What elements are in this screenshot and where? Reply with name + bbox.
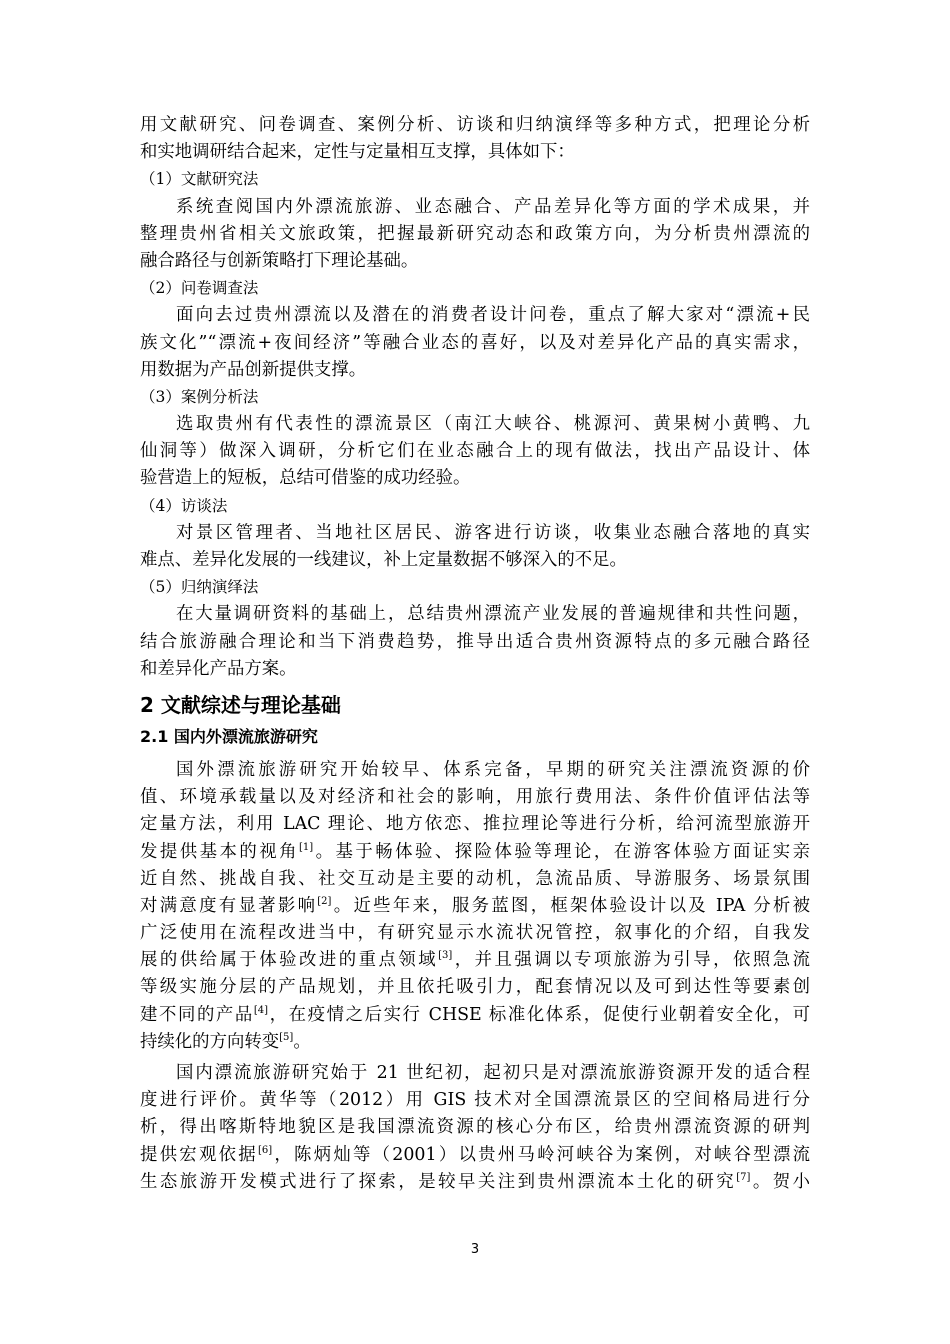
citation-2: [2] [317, 896, 332, 908]
citation-1: [1] [298, 841, 314, 853]
para1-line-10-text-b: ，在疫情之后实行 CHSE 标准化体系，促使行业朝着安全化，可 [268, 1004, 810, 1025]
para1-line-4 [140, 839, 810, 866]
para1-line-11-text-a: 持续化的方向转变 [140, 1031, 280, 1052]
para1-line-10-text-a: 建不同的产品 [140, 1004, 254, 1025]
para2-line-2: 度进行评价。黄华等（2012）用 GIS 技术对全国漂流景区的空间格局进行分 [140, 1090, 810, 1111]
para2-line-5-text-a: 生态旅游开发模式进行了探索，是较早关注到贵州漂流本土化的研究 [140, 1171, 737, 1192]
para1-line-11 [140, 1029, 810, 1056]
intro-line-2: 和实地调研结合起来，定性与定量相互支撑，具体如下： [140, 142, 575, 163]
para2-line-4-text-b: ，陈炳灿等（2001）以贵州马岭河峡谷为案例，对峡谷型漂流 [272, 1144, 810, 1165]
method-2-line-3: 用数据为产品创新提供支撑。 [140, 359, 367, 380]
para1-line-5: 近自然、挑战自我、社交互动是主要的动机，急流品质、导游服务、场景氛围 [140, 868, 810, 889]
method-1-line-1: 系统查阅国内外漂流旅游、业态融合、产品差异化等方面的学术成果，并 [176, 196, 810, 217]
method-label-1: （1）文献研究法 [140, 170, 259, 189]
para2-line-5 [140, 1169, 810, 1196]
method-label-4: （4）访谈法 [140, 496, 228, 515]
method-5-line-1: 在大量调研资料的基础上，总结贵州漂流产业发展的普遍规律和共性问题， [176, 604, 810, 625]
method-label-2: （2）问卷调查法 [140, 279, 259, 298]
para1-line-3: 定量方法，利用 LAC 理论、地方依恋、推拉理论等进行分析，给河流型旅游开 [140, 814, 810, 835]
para1-line-7: 广泛使用在流程改进当中，有研究显示水流状况管控，叙事化的介绍，自我发 [140, 923, 810, 944]
para1-line-9: 等级实施分层的产品规划，并且依托吸引力，配套情况以及可到达性等要素创 [140, 977, 810, 998]
method-1-line-3: 融合路径与创新策略打下理论基础。 [140, 250, 419, 271]
para2-line-5-text-b: 。贺小 [750, 1171, 810, 1192]
method-5-line-3: 和差异化产品方案。 [140, 658, 297, 679]
document-body [140, 112, 810, 1196]
para1-line-4-text-b: 。基于畅体验、探险体验等理论，在游客体验方面证实亲 [313, 841, 810, 862]
para1-line-2: 值、环境承载量以及对经济和社会的影响，用旅行费用法、条件价值评估法等 [140, 787, 810, 808]
citation-6: [6] [257, 1144, 273, 1156]
para2-line-4 [140, 1142, 810, 1169]
method-4-line-2: 难点、差异化发展的一线建议，补上定量数据不够深入的不足。 [140, 550, 627, 570]
para1-line-6-text-a: 对满意度有显著影响 [140, 895, 318, 916]
para2-line-4-text-a: 提供宏观依据 [140, 1144, 258, 1165]
method-2-line-1: 面向去过贵州漂流以及潜在的消费者设计问卷，重点了解大家对“漂流+民 [176, 305, 810, 326]
para1-line-8-text-a: 展的供给属于体验改进的重点领域 [140, 950, 439, 971]
method-3-line-1: 选取贵州有代表性的漂流景区（南江大峡谷、桃源河、黄果树小黄鸭、九 [176, 414, 810, 435]
para2-line-3: 析，得出喀斯特地貌区是我国漂流资源的核心分布区，给贵州漂流资源的研判 [140, 1117, 810, 1138]
para1-line-10 [140, 1002, 810, 1029]
para1-line-6 [140, 893, 810, 920]
page-number: 3 [470, 1242, 480, 1257]
para1-line-4-text-a: 发提供基本的视角 [140, 841, 299, 862]
method-2-line-2: 族文化”“漂流+夜间经济”等融合业态的喜好，以及对差异化产品的真实需求， [140, 332, 810, 353]
subsection-heading: 2.1 国内外漂流旅游研究 [140, 726, 318, 746]
method-3-line-3: 验营造上的短板，总结可借鉴的成功经验。 [140, 468, 471, 489]
method-4-line-1: 对景区管理者、当地社区居民、游客进行访谈，收集业态融合落地的真实 [176, 522, 810, 543]
citation-3: [3] [438, 950, 453, 962]
method-5-line-2: 结合旅游融合理论和当下消费趋势，推导出适合贵州资源特点的多元融合路径 [140, 631, 810, 652]
para1-line-6-text-b: 。近些年来，服务蓝图，框架体验设计以及 IPA 分析被 [331, 895, 810, 916]
method-label-3: （3）案例分析法 [140, 387, 259, 406]
method-1-line-2: 整理贵州省相关文旅政策，把握最新研究动态和政策方向，为分析贵州漂流的 [140, 223, 810, 244]
para1-line-8-text-b: ，并且强调以专项旅游为引导，依照急流 [452, 950, 810, 971]
citation-7: [7] [736, 1171, 751, 1183]
method-3-line-2: 仙洞等）做深入调研，分析它们在业态融合上的现有做法，找出产品设计、体 [140, 441, 810, 462]
citation-4: [4] [253, 1004, 269, 1016]
intro-line-1: 用文献研究、问卷调查、案例分析、访谈和归纳演绎等多种方式，把理论分析 [140, 115, 810, 135]
para1-line-8 [140, 947, 810, 974]
section-heading: 2 文献综述与理论基础 [140, 692, 341, 717]
citation-5: [5] [279, 1032, 294, 1044]
para1-line-1: 国外漂流旅游研究开始较早、体系完备，早期的研究关注漂流资源的价 [176, 759, 810, 780]
method-label-5: （5）归纳演绎法 [140, 578, 259, 597]
para2-line-1: 国内漂流旅游研究始于 21 世纪初，起初只是对漂流旅游资源开发的适合程 [176, 1063, 810, 1083]
para1-line-11-text-b: 。 [293, 1031, 311, 1052]
